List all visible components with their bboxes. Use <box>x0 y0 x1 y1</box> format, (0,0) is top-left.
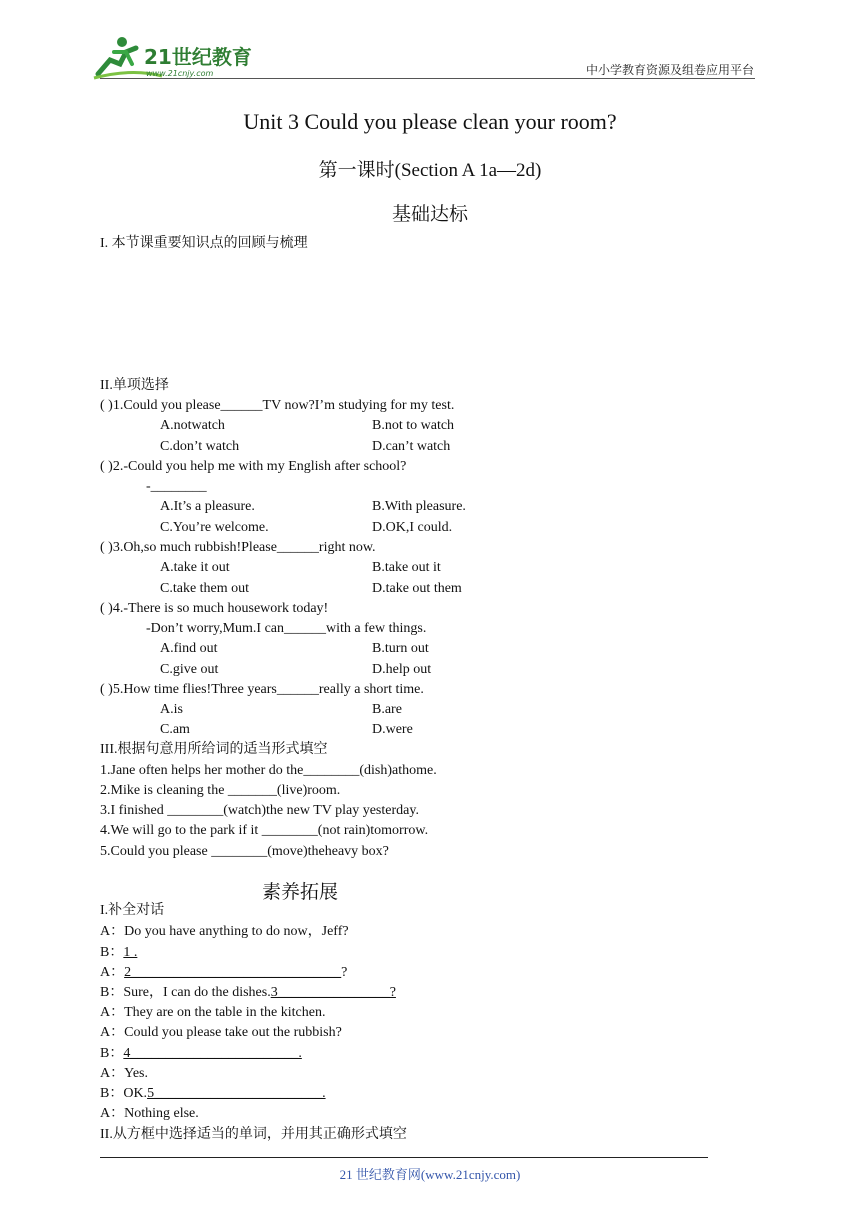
logo-url: www.21cnjy.com <box>146 69 214 78</box>
q1-stem: ( )1.Could you please______TV now?I’m studying for my test. <box>100 398 455 413</box>
q4-stem: ( )4.-There is so much housework today! <box>100 601 329 616</box>
dialog-line-1: A：Do you have anything to do now，Jeff? <box>100 924 349 939</box>
q5-option-c: C.am <box>160 722 190 737</box>
dialog-line-6: A：Could you please take out the rubbish? <box>100 1025 342 1040</box>
blank-3: 3________________? <box>270 985 396 1000</box>
footer-divider <box>100 1157 708 1158</box>
question-mark: ? <box>341 965 348 980</box>
q5-option-b: B.are <box>372 702 402 717</box>
section-basic-heading: 基础达标 <box>391 204 468 225</box>
q3-stem: ( )3.Oh,so much rubbish!Please______right now. <box>100 540 376 555</box>
dialog-line-4 <box>100 983 396 1003</box>
q3-option-b: B.take out it <box>372 560 441 575</box>
speaker-b: B： <box>100 1046 124 1061</box>
q4-option-c: C.give out <box>160 662 219 677</box>
site-logo <box>92 34 262 80</box>
fill-item-4: 4.We will go to the park if it ________(not rain)tomorrow. <box>100 823 429 838</box>
q3-option-a: A.take it out <box>160 560 230 575</box>
speaker-b-ok: B：OK. <box>100 1086 148 1101</box>
dialog-line-5: A：They are on the table in the kitchen. <box>100 1005 326 1020</box>
header-divider <box>100 78 755 79</box>
q4-option-d: D.help out <box>372 662 432 677</box>
dialog-line-9 <box>100 1084 326 1104</box>
q2-stem: ( )2.-Could you help me with my English after school? <box>100 459 407 474</box>
q1-option-d: D.can’t watch <box>372 439 451 454</box>
q2-option-b: B.With pleasure. <box>372 499 466 514</box>
fill-item-3: 3.I finished ________(watch)the new TV play yesterday. <box>100 803 419 818</box>
part-last-heading: II.从方框中选择适当的单词，并用其正确形式填空 <box>100 1127 407 1142</box>
runner-logo-icon <box>92 34 262 80</box>
q4-option-a: A.find out <box>160 641 218 656</box>
q2-option-a: A.It’s a pleasure. <box>160 499 255 514</box>
q2-option-c: C.You’re welcome. <box>160 520 269 535</box>
blank-1: 1 . <box>123 945 138 960</box>
q5-option-d: D.were <box>372 722 413 737</box>
fill-item-1: 1.Jane often helps her mother do the________(dish)athome. <box>100 763 437 778</box>
speaker-b-text: B：Sure，I can do the dishes. <box>100 985 271 1000</box>
q5-option-a: A.is <box>160 702 183 717</box>
part2-heading: II.单项选择 <box>100 378 169 393</box>
q1-option-c: C.don’t watch <box>160 439 240 454</box>
fill-item-2: 2.Mike is cleaning the _______(live)room. <box>100 783 341 798</box>
q1-option-b: B.not to watch <box>372 418 455 433</box>
logo-text: 21世纪教育 <box>144 45 252 69</box>
q4-stem-reply: -Don’t worry,Mum.I can______with a few things. <box>146 621 427 636</box>
page-title: Unit 3 Could you please clean your room? <box>243 109 617 134</box>
q2-option-d: D.OK,I could. <box>372 520 453 535</box>
dialog-line-8: A：Yes. <box>100 1066 148 1081</box>
dialog-heading: I.补全对话 <box>100 903 165 918</box>
fill-item-5: 5.Could you please ________(move)theheavy box? <box>100 844 389 859</box>
blank-4: 4________________________. <box>123 1046 302 1061</box>
q4-option-b: B.turn out <box>372 641 429 656</box>
speaker-b: B： <box>100 945 124 960</box>
section-extend-heading: 素养拓展 <box>261 882 338 903</box>
dialog-line-2 <box>100 943 137 963</box>
speaker-a: A： <box>100 965 125 980</box>
q3-option-c: C.take them out <box>160 581 250 596</box>
footer-link[interactable]: 21 世纪教育网(www.21cnjy.com) <box>339 1167 521 1182</box>
part1-heading: I. 本节课重要知识点的回顾与梳理 <box>100 236 308 251</box>
q2-stem-reply: -________ <box>146 479 207 494</box>
blank-2: 2______________________________ <box>124 965 342 980</box>
dialog-line-3 <box>100 963 347 983</box>
q1-option-a: A.notwatch <box>160 418 225 433</box>
q5-stem: ( )5.How time flies!Three years______really a short time. <box>100 682 424 697</box>
blank-5: 5________________________. <box>147 1086 326 1101</box>
q3-option-d: D.take out them <box>372 581 462 596</box>
part3-heading: III.根据句意用所给词的适当形式填空 <box>100 742 328 757</box>
dialog-line-7 <box>100 1044 302 1064</box>
dialog-line-10: A：Nothing else. <box>100 1106 199 1121</box>
lesson-subtitle: 第一课时(Section A 1a—2d) <box>318 160 542 181</box>
header-platform-text: 中小学教育资源及组卷应用平台 <box>585 63 754 77</box>
